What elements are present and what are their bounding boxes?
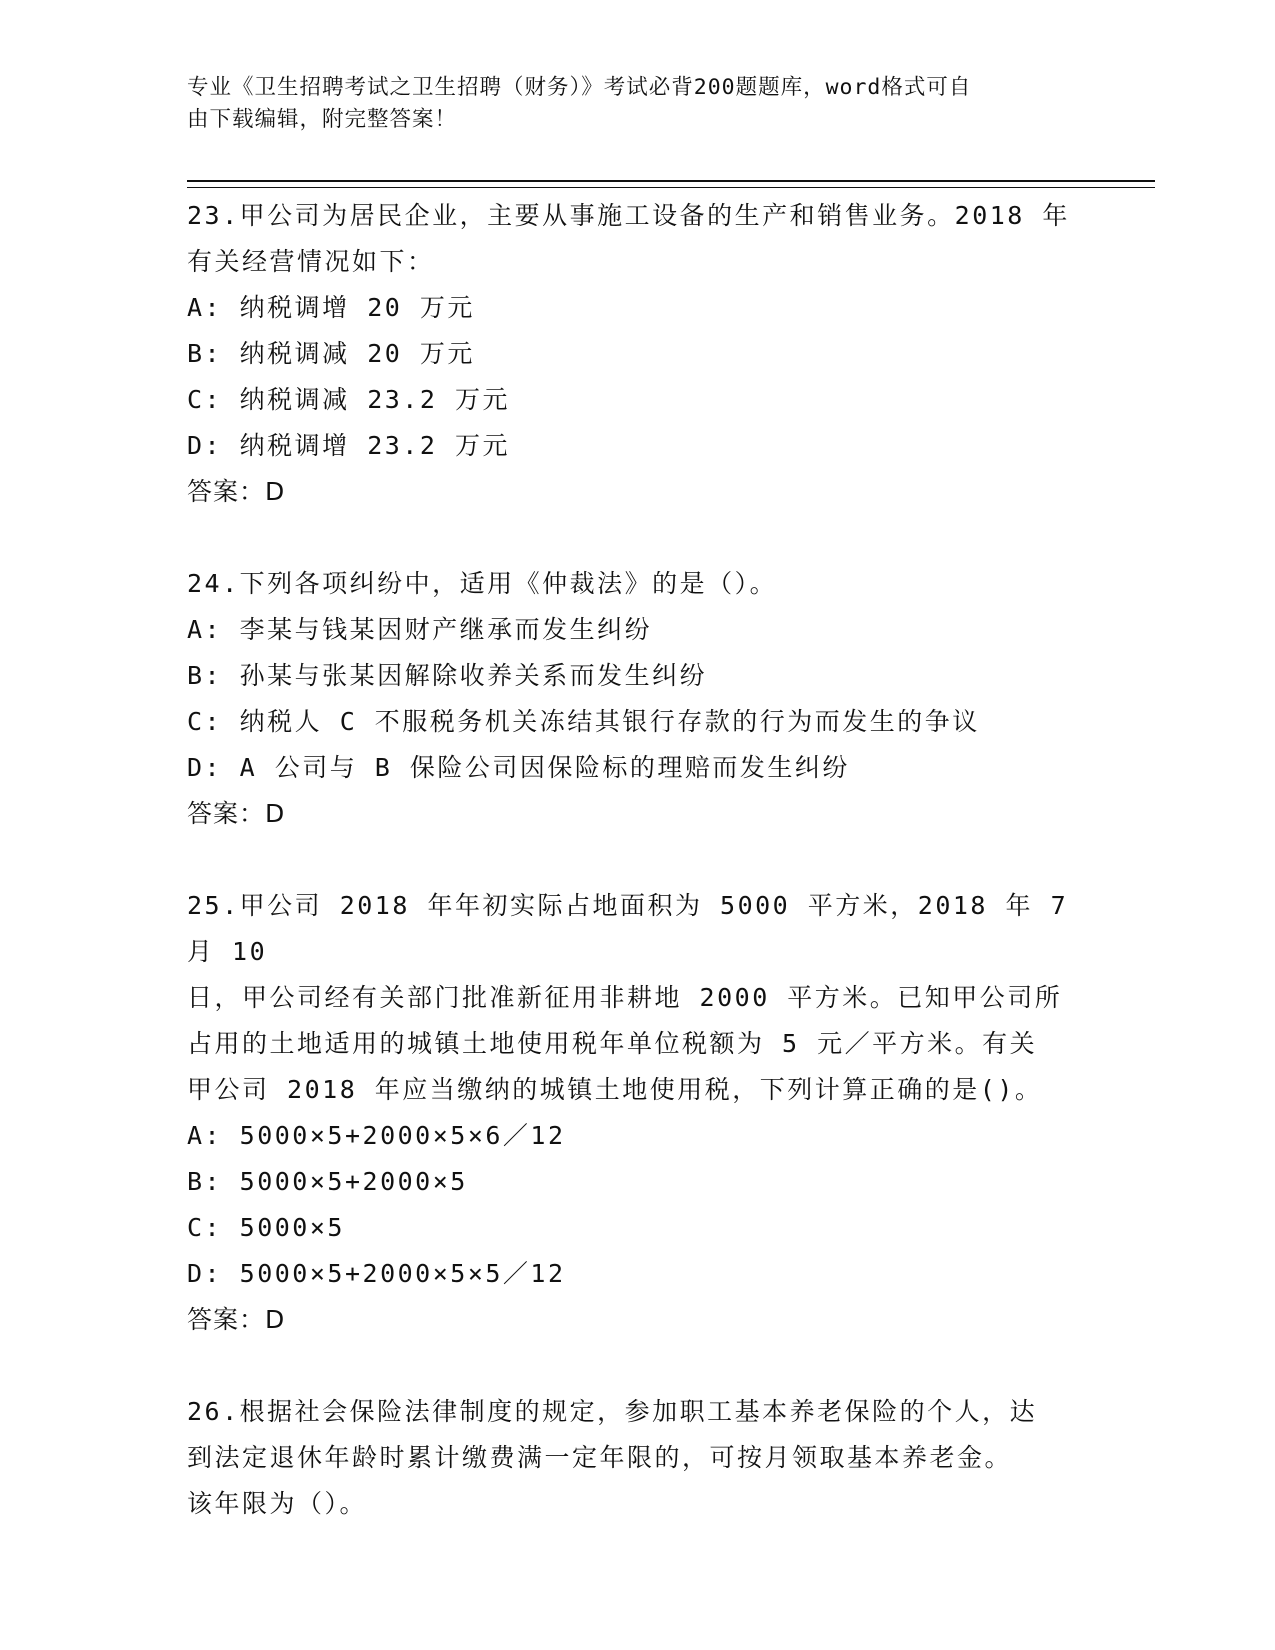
option-a: A: 5000×5+2000×5×6／12 [187,1121,566,1150]
question-stem-line: 日，甲公司经有关部门批准新征用非耕地 2000 平方米。已知甲公司所 [187,983,1063,1012]
question-26 [187,1389,1087,1527]
option-a: A: 纳税调增 20 万元 [187,293,475,322]
question-stem-line: 23.甲公司为居民企业，主要从事施工设备的生产和销售业务。2018 年 [187,201,1070,230]
question-stem-line: 25.甲公司 2018 年年初实际占地面积为 5000 平方米，2018 年 7 月 10 [187,891,1069,966]
question-list [187,193,1087,1527]
header-intro-line: 专业《卫生招聘考试之卫生招聘（财务）》考试必背200题题库，word格式可自 [187,75,972,100]
option-d: D: A 公司与 B 保险公司因保险标的理赔而发生纠纷 [187,753,850,782]
option-d: D: 纳税调增 23.2 万元 [187,431,510,460]
option-b: B: 孙某与张某因解除收养关系而发生纠纷 [187,661,708,690]
question-23 [187,193,1087,515]
question-25 [187,883,1087,1343]
answer-line: 答案：D [187,799,286,828]
question-stem-line: 26.根据社会保险法律制度的规定，参加职工基本养老保险的个人，达 [187,1397,1038,1426]
header-divider-thin [187,187,1155,188]
question-stem-line: 24.下列各项纠纷中，适用《仲裁法》的是（）。 [187,569,778,598]
question-24 [187,561,1087,837]
answer-line: 答案：D [187,477,286,506]
question-stem-line: 占用的土地适用的城镇土地使用税年单位税额为 5 元／平方米。有关 [187,1029,1038,1058]
question-stem-line: 到法定退休年龄时累计缴费满一定年限的，可按月领取基本养老金。 [187,1443,1013,1472]
question-stem-line: 有关经营情况如下： [187,247,435,276]
option-c: C: 5000×5 [187,1213,345,1242]
document-header [187,72,1067,136]
option-b: B: 纳税调减 20 万元 [187,339,475,368]
answer-line: 答案：D [187,1305,286,1334]
option-b: B: 5000×5+2000×5 [187,1167,468,1196]
option-d: D: 5000×5+2000×5×5／12 [187,1259,566,1288]
question-stem-line: 该年限为（）。 [187,1489,368,1518]
question-stem-line: 甲公司 2018 年应当缴纳的城镇土地使用税，下列计算正确的是()。 [187,1075,1043,1104]
option-a: A: 李某与钱某因财产继承而发生纠纷 [187,615,653,644]
header-divider-thick [187,180,1155,182]
option-c: C: 纳税人 C 不服税务机关冻结其银行存款的行为而发生的争议 [187,707,980,736]
option-c: C: 纳税调减 23.2 万元 [187,385,510,414]
header-intro-line: 由下载编辑，附完整答案！ [187,107,458,132]
